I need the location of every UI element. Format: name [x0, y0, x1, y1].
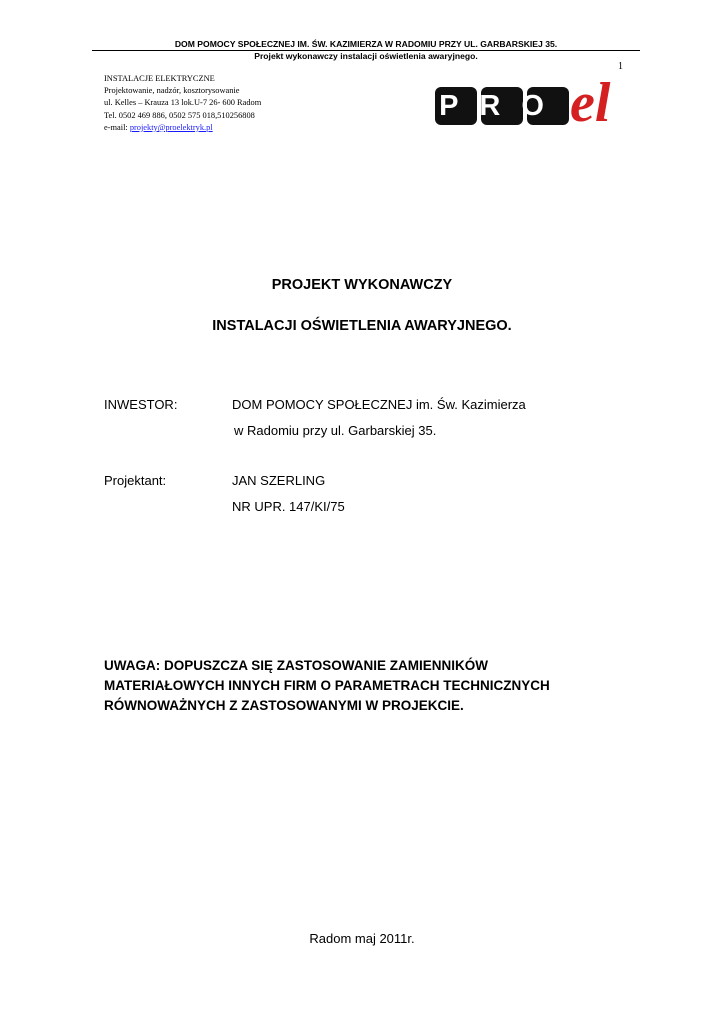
company-phone: Tel. 0502 469 886, 0502 575 018,510256808: [104, 110, 255, 120]
warning-line: MATERIAŁOWYCH INNYCH FIRM O PARAMETRACH TECHNICZNYCH: [104, 678, 550, 693]
investor-name: DOM POMOCY SPOŁECZNEJ im. Św. Kazimierza: [232, 397, 526, 412]
running-header-title: DOM POMOCY SPOŁECZNEJ IM. ŚW. KAZIMIERZA W RADOMIU PRZY UL. GARBARSKIEJ 35.: [174, 39, 558, 49]
place-date: Radom maj 2011r.: [309, 931, 415, 946]
investor-address: w Radomiu przy ul. Garbarskiej 35.: [234, 423, 437, 438]
logo-text-el: el: [570, 72, 611, 131]
investor-label: INWESTOR:: [104, 397, 178, 412]
warning-line: RÓWNOWAŻNYCH Z ZASTOSOWANYMI W PROJEKCIE.: [104, 698, 464, 713]
logo-text-pro: PRO: [439, 90, 565, 122]
email-link[interactable]: projekty@proelektryk.pl: [129, 122, 213, 132]
warning-line: UWAGA: DOPUSZCZA SIĘ ZASTOSOWANIE ZAMIENNIKÓW: [104, 658, 488, 673]
designer-name: JAN SZERLING: [232, 473, 326, 488]
document-subtitle: INSTALACJI OŚWIETLENIA AWARYJNEGO.: [212, 318, 512, 334]
page-number: 1: [618, 61, 623, 72]
company-email-row: [104, 122, 261, 134]
running-header-subtitle: Projekt wykonawczy instalacji oświetlenia awaryjnego.: [254, 51, 478, 61]
company-address: ul. Kelles – Krauza 13 lok.U-7 26- 600 Radom: [104, 98, 262, 108]
document-title: PROJEKT WYKONAWCZY: [271, 277, 453, 293]
company-info: [104, 73, 261, 134]
designer-license: NR UPR. 147/KI/75: [232, 499, 345, 514]
proel-logo: [434, 71, 634, 131]
email-label: e-mail:: [104, 122, 130, 132]
warning-note: [104, 656, 644, 716]
designer-label: Projektant:: [104, 473, 167, 488]
company-services: Projektowanie, nadzór, kosztorysowanie: [104, 86, 240, 96]
company-name: INSTALACJE ELEKTRYCZNE: [104, 74, 215, 83]
